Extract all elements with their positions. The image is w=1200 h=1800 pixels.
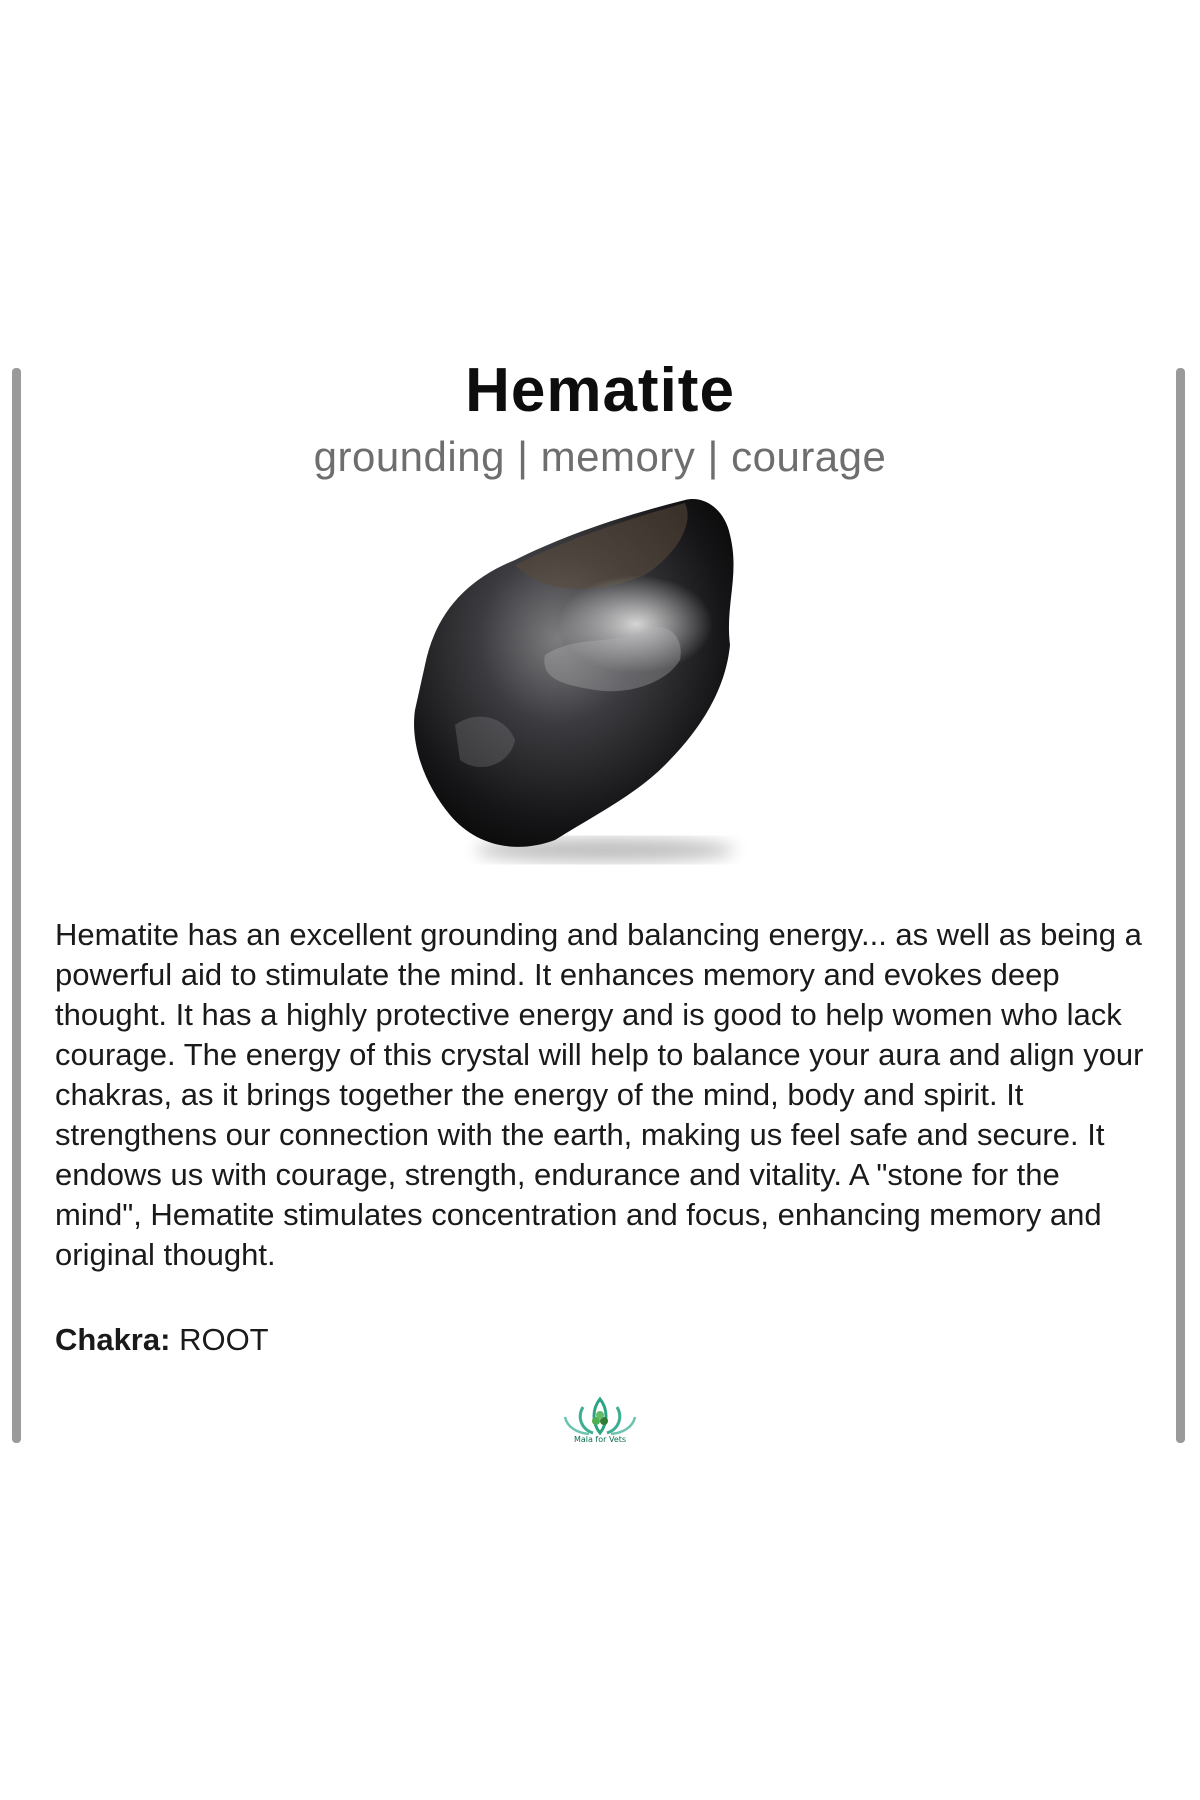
crystal-title: Hematite [465, 356, 735, 425]
chakra-line [55, 1320, 855, 1360]
crystal-subtitle: grounding | memory | courage [313, 433, 887, 480]
right-border-stroke [1176, 368, 1185, 1443]
chakra-value: ROOT [179, 1322, 269, 1357]
crystal-description: Hematite has an excellent grounding and balancing energy... as well as being a powerful aid to stimulate the mind. It enhances memory and evokes deep thought. It has a highly protective energy and is good to help women who lack courage. The energy of this crystal will help to balance your aura and align your chakras, as it brings together the energy of the mind, body and spirit. It strengthens our connection with the earth, making us feel safe and secure. It endows us with courage, strength, endurance and vitality. A "stone for the mind", Hematite stimulates concentration and focus, enhancing memory and original thought. [55, 917, 1144, 1272]
brand-logo [545, 1395, 655, 1455]
hematite-stone-image [395, 495, 795, 875]
logo-text: Mala for Vets [573, 1435, 627, 1444]
left-border-stroke [12, 368, 21, 1443]
lotus-icon [545, 1395, 655, 1437]
chakra-label: Chakra: [55, 1322, 171, 1357]
